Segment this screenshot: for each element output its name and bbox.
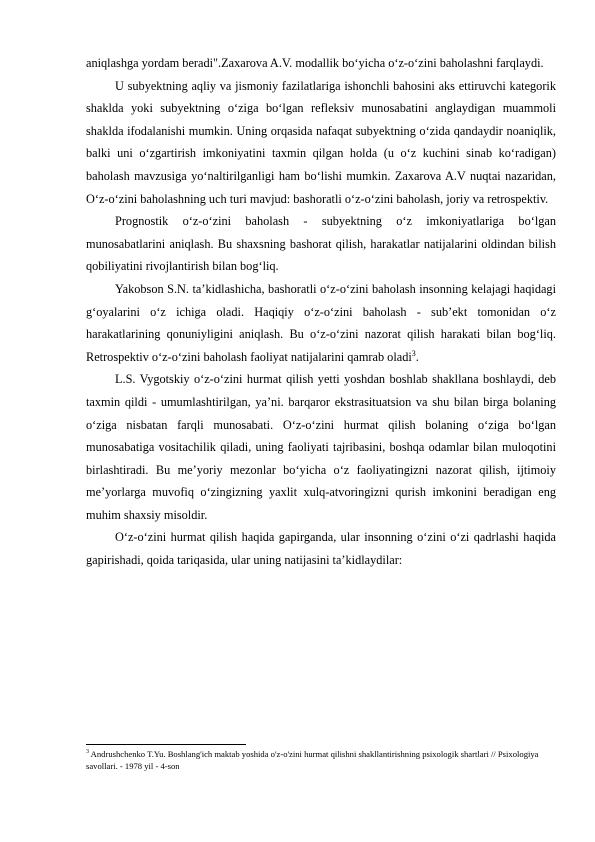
paragraph-1 — [86, 75, 556, 211]
paragraph-text: U subyektning aqliy va jismoniy fazilatlariga ishonchli bahosini aks ettiruvchi kategorik shaklda yoki subyektning o‘ziga bo‘lgan refleksiv munosabatini anglaydigan muammoli shaklda ifodalanishi mumkin. Uning orqasida nafaqat subyektning o‘zida qandaydir noaniqlik, balki uni o‘zgartirish imkoniyatini taxmin qilgan holda (u o‘z kuchini sinab ko‘radigan) baholash mavzusiga yo‘naltirilganligi ham bo‘lishi mumkin. Zaxarova A.V nuqtai nazaridan, O‘z-o‘zini baholashning uch turi mavjud: bashoratli o‘z-o‘zini baholash, joriy va retrospektiv. — [86, 78, 556, 206]
footnote-divider — [86, 744, 246, 745]
paragraph-text: Yakobson S.N. ta’kidlashicha, bashoratli o‘z-o‘zini baholash insonning kelajagi haqidagi g‘oyalarini o‘z ichiga oladi. Haqiqiy o‘z-o‘zini baholash - sub’ekt tomonidan o‘z harakatlarining qonuniyligini aniqlash. Bu o‘z-o‘zini nazorat qilish harakati bilan bog‘liq. Retrospektiv o‘z-o‘zini baholash faoliyat natijalarini qamrab oladi — [86, 281, 556, 364]
footnote-mark: 3 — [86, 749, 89, 756]
paragraph-text: Prognostik o‘z-o‘zini baholash - subyektning o‘z imkoniyatlariga bo‘lgan munosabatlarini aniqlash. Bu shaxsning bashorat qilish, harakatlar natijalarini oldindan bilish qobiliyatini rivojlantirish bilan bog‘liq. — [86, 214, 556, 274]
paragraph-4 — [86, 368, 556, 526]
footnote — [86, 748, 556, 772]
paragraph-text: O‘z-o‘zini hurmat qilish haqida gapirganda, ular insonning o‘zini o‘zi qadrlashi haqida gapirishadi, qoida tariqasida, ular uning natijasini ta’kidlaydilar: — [86, 530, 556, 568]
paragraph-0 — [86, 52, 556, 75]
paragraph-text-tail: . — [415, 349, 419, 364]
paragraph-3 — [86, 278, 556, 368]
footnote-text: Andrushchenko T.Yu. Boshlang'ich maktab yoshida o'z-o'zini hurmat qilishni shakllantirishning psixologik shartlari // Psixologiya savollari. - 1978 yil - 4-son — [86, 749, 539, 772]
paragraph-text: aniqlashga yordam beradi".Zaxarova A.V. modallik bo‘yicha o‘z-o‘zini baholashni farqlaydi. — [86, 56, 544, 70]
body-text — [86, 52, 556, 572]
paragraph-5 — [86, 526, 556, 571]
paragraph-text: L.S. Vygotskiy o‘z-o‘zini hurmat qilish yetti yoshdan boshlab shakllana boshlaydi, deb taxmin qildi - umumlashtirilgan, ya’ni. barqaror ekstrasituatsion va shu bilan birga bolaning o‘ziga nisbatan farqli munosabati. O‘z-o‘zini hurmat qilish bolaning o‘ziga bo‘lgan munosabatiga vositachilik qiladi, uning faoliyati tajribasini, boshqa odamlar bilan muloqotini birlashtiradi. Bu me’yoriy mezonlar bo‘yicha o‘z faoliyatingizni nazorat qilish, ijtimoiy me’yorlarga muvofiq o‘zingizning yaxlit xulq-atvoringizni qurish imkonini beradigan eng muhim shaxsiy misoldir. — [86, 372, 556, 522]
footnote-reference[interactable]: 3 — [411, 348, 416, 358]
paragraph-2 — [86, 210, 556, 278]
